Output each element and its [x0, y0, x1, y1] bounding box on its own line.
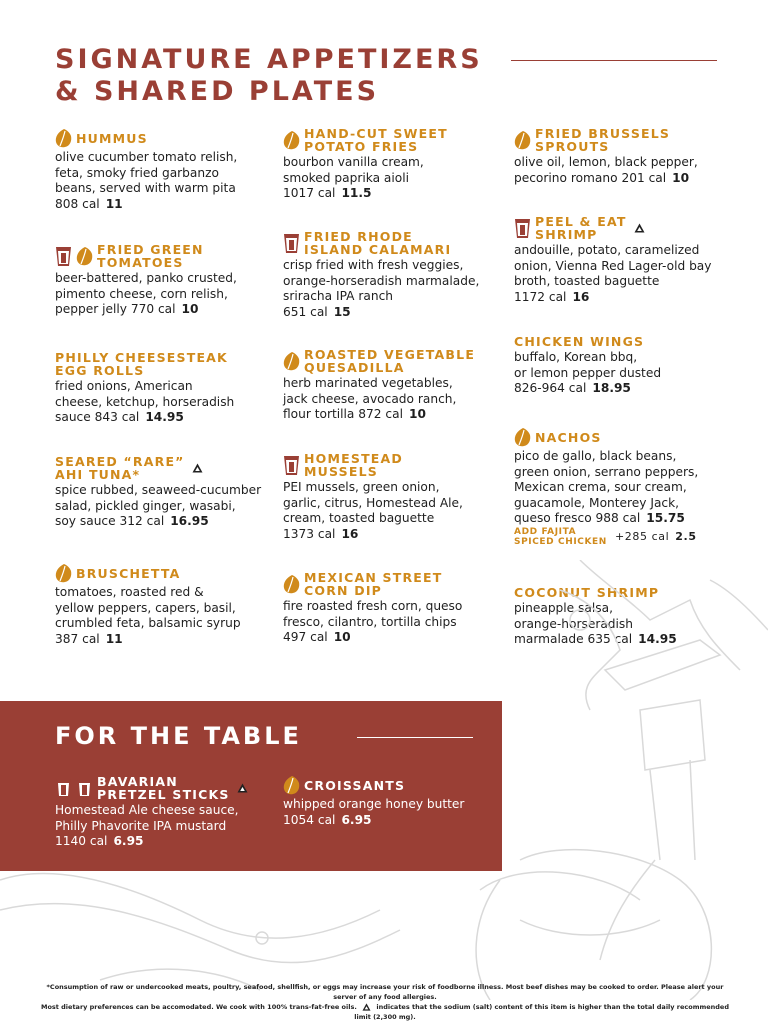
sodium-warning-icon	[362, 1003, 371, 1011]
item-desc: beer-battered, panko crusted, pimento cheese, corn relish, pepper jelly 770 cal	[55, 271, 237, 316]
item-name: FRIED RHODE ISLAND CALAMARI	[304, 229, 452, 257]
item-name: ROASTED VEGETABLE QUESADILLA	[304, 347, 476, 375]
item-desc: Homestead Ale cheese sauce, Philly Phavorite IPA mustard 1140 cal	[55, 803, 239, 848]
for-the-table-title: FOR THE TABLE	[55, 722, 302, 750]
item-name: MEXICAN STREET CORN DIP	[304, 570, 443, 598]
menu-item-calamari	[283, 230, 513, 320]
item-price: 10	[672, 170, 690, 185]
item-name: SEARED “RARE” AHI TUNA*	[55, 454, 185, 482]
leaf-icon	[55, 128, 72, 148]
menu-item-philly-egg-rolls	[55, 351, 280, 426]
menu-item-croissants	[283, 775, 503, 828]
item-price: 18.95	[592, 381, 631, 395]
item-price: 10	[408, 407, 426, 421]
leaf-icon	[76, 246, 93, 266]
item-price: 16	[341, 526, 359, 541]
menu-item-pretzel-sticks	[55, 775, 275, 850]
leaf-icon	[283, 130, 300, 150]
sodium-warning-icon	[192, 463, 203, 473]
item-desc: spice rubbed, seaweed-cucumber salad, pickled ginger, wasabi, soy sauce 312 cal	[55, 483, 262, 528]
item-price: 10	[181, 302, 199, 316]
beer-glass-icon	[283, 233, 300, 254]
menu-item-fried-green-tomatoes	[55, 243, 280, 318]
item-desc: pico de gallo, black beans, green onion, serrano peppers, Mexican crema, sour cream, guacamole, Monterey Jack, queso fresco 988 cal	[514, 449, 699, 525]
item-price: 15.75	[646, 511, 685, 525]
item-desc: herb marinated vegetables, jack cheese, avocado ranch, flour tortilla 872 cal	[283, 376, 457, 421]
item-price: 11.5	[341, 186, 372, 200]
addon-price: 2.5	[675, 529, 697, 543]
sodium-warning-icon	[634, 223, 645, 233]
item-desc: fire roasted fresh corn, queso fresco, cilantro, tortilla chips 497 cal	[283, 599, 463, 644]
item-price: 14.95	[145, 410, 184, 424]
menu-item-sweet-potato-fries	[283, 127, 508, 202]
item-name: BRUSCHETTA	[76, 565, 181, 581]
menu-item-quesadilla	[283, 348, 508, 423]
item-name: BAVARIAN PRETZEL STICKS	[97, 774, 230, 802]
item-price: 10	[333, 630, 351, 644]
beer-glass-icon	[514, 218, 531, 239]
item-price: 16.95	[170, 514, 209, 528]
menu-item-peel-eat-shrimp	[514, 215, 754, 305]
menu-item-brussels-sprouts	[514, 127, 754, 186]
beer-glass-icon	[55, 778, 72, 799]
item-name: COCONUT SHRIMP	[514, 585, 660, 600]
item-name: CROISSANTS	[304, 777, 406, 793]
title-line-2: & SHARED PLATES	[55, 76, 380, 107]
item-price: 6.95	[113, 834, 144, 848]
item-desc: crisp fried with fresh veggies, orange-horseradish marmalade, sriracha IPA ranch 651 cal	[283, 258, 480, 319]
item-name: PEEL & EAT SHRIMP	[535, 214, 627, 242]
title-line-1: SIGNATURE APPETIZERS	[55, 44, 483, 75]
footnote	[40, 982, 730, 1022]
for-the-table-rule	[357, 737, 473, 738]
item-name: FRIED BRUSSELS SPROUTS	[535, 126, 671, 154]
item-price: 15	[333, 304, 351, 319]
item-desc: fried onions, American cheese, ketchup, horseradish sauce 843 cal	[55, 379, 235, 424]
item-desc: bourbon vanilla cream, smoked paprika aioli 1017 cal	[283, 155, 424, 200]
addon-cal: +285 cal	[614, 529, 670, 543]
item-desc: andouille, potato, caramelized onion, Vienna Red Lager-old bay broth, toasted baguette 1172 cal	[514, 243, 712, 304]
item-price: 6.95	[341, 812, 372, 827]
item-name: HUMMUS	[76, 130, 148, 146]
page-title	[55, 44, 483, 108]
footnote-line-2a: Most dietary preferences can be accomodated. We cook with 100% trans-fat-free oils.	[40, 1003, 357, 1011]
item-desc: whipped orange honey butter 1054 cal	[283, 797, 465, 827]
item-name: CHICKEN WINGS	[514, 334, 645, 349]
menu-item-chicken-wings	[514, 335, 754, 397]
item-name: NACHOS	[535, 429, 602, 445]
item-price: 11	[105, 196, 123, 211]
title-rule	[511, 60, 717, 61]
item-desc: tomatoes, roasted red & yellow peppers, capers, basil, crumbled feta, balsamic syrup 387 cal	[55, 585, 241, 646]
beer-glass-icon	[283, 455, 300, 476]
item-name: HAND-CUT SWEET POTATO FRIES	[304, 126, 448, 154]
item-name: FRIED GREEN TOMATOES	[97, 242, 204, 270]
item-desc: olive oil, lemon, black pepper, pecorino romano 201 cal	[514, 155, 698, 185]
leaf-icon	[514, 427, 531, 447]
item-desc: buffalo, Korean bbq, or lemon pepper dusted 826-964 cal	[514, 350, 662, 395]
menu-item-nachos	[514, 427, 754, 547]
beer-glass-icon	[76, 778, 93, 799]
item-desc: pineapple salsa, orange-horseradish marmalade 635 cal	[514, 601, 634, 646]
beer-glass-icon	[55, 246, 72, 267]
menu-item-mussels	[283, 452, 508, 542]
item-desc: PEI mussels, green onion, garlic, citrus, Homestead Ale, cream, toasted baguette 1373 cal	[283, 480, 463, 541]
leaf-icon	[283, 351, 300, 371]
item-price: 11	[105, 631, 123, 646]
footnote-line-2b: indicates that the sodium (salt) content of this item is higher than the total daily recommended limit (2,300 mg).	[354, 1003, 729, 1021]
menu-item-ahi-tuna	[55, 455, 280, 530]
menu-item-hummus	[55, 128, 280, 212]
leaf-icon	[514, 130, 531, 150]
sodium-warning-icon	[237, 783, 248, 793]
leaf-icon	[283, 775, 300, 795]
item-name: HOMESTEAD MUSSELS	[304, 451, 403, 479]
footnote-line-1: *Consumption of raw or undercooked meats, poultry, seafood, shellfish, or eggs may increase your risk of foodborne illness. Most beef dishes may be cooked to order. Please alert your server of any food allergies.	[46, 983, 724, 1001]
nachos-addon	[514, 527, 754, 547]
item-price: 16	[572, 289, 590, 304]
item-name: PHILLY CHEESESTEAK EGG ROLLS	[55, 350, 228, 378]
addon-label: ADD FAJITA SPICED CHICKEN	[514, 526, 607, 547]
item-price: 14.95	[638, 632, 677, 646]
item-desc: olive cucumber tomato relish, feta, smoky fried garbanzo beans, served with warm pita 808 cal	[55, 150, 238, 211]
